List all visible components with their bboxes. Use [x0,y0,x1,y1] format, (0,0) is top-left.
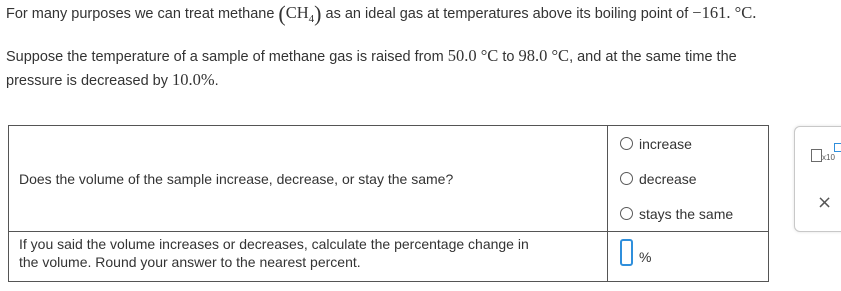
radio-button[interactable] [620,207,633,220]
final-temperature: 98.0 °C [518,46,570,65]
intro-text-2: as an ideal gas at temperatures above its boiling point of [321,6,693,22]
clear-button[interactable]: × [817,192,833,213]
option-label: stays the same [639,205,734,222]
formula-open-paren: ( [278,1,286,26]
initial-temperature: 50.0 °C [447,46,499,65]
option-stays-the-same[interactable] [620,196,768,231]
formula-subscript: 4 [308,13,315,25]
x10-label: x10 [822,153,835,162]
question-row-percentage [9,232,769,282]
percent-unit: % [639,249,652,265]
percentage-input[interactable] [620,239,633,266]
radio-button[interactable] [620,172,633,185]
boiling-point-value: −161. °C. [692,3,757,22]
question-percentage-line-2: the volume. Round your answer to the nearest percent. [19,254,361,270]
problem-line-1 [6,45,737,68]
math-tools-panel [794,126,841,232]
question-percentage-line-1: If you said the volume increases or decreases, calculate the percentage change in [19,236,529,252]
option-increase[interactable] [620,126,768,161]
problem-text-b: to [498,49,519,65]
question-table [8,125,769,282]
problem-line-2 [6,69,219,92]
radio-button[interactable] [620,137,633,150]
methane-formula [278,1,322,26]
intro-text-1: For many purposes we can treat methane [6,6,279,22]
question-percentage-text [9,232,608,282]
formula-close-paren: ) [314,1,322,26]
scientific-notation-button[interactable] [811,143,841,169]
problem-text-a: Suppose the temperature of a sample of methane gas is raised from [6,49,448,65]
option-label: increase [639,135,692,152]
problem-text-d: pressure is decreased by [6,73,173,89]
exponent-box-icon [834,143,841,152]
percentage-answer-cell [608,232,769,282]
intro-sentence [6,2,756,25]
question-direction-text: Does the volume of the sample increase, decrease, or stay the same? [9,126,608,232]
base-box-icon [811,149,822,162]
question-row-direction [9,126,769,232]
problem-text-e: . [214,73,219,89]
pressure-change-value: 10.0% [172,70,215,89]
problem-text-c: , and at the same time the [569,49,737,65]
option-label: decrease [639,170,697,187]
answer-options [608,126,769,232]
option-decrease[interactable] [620,161,768,196]
formula-main: CH [285,3,309,22]
